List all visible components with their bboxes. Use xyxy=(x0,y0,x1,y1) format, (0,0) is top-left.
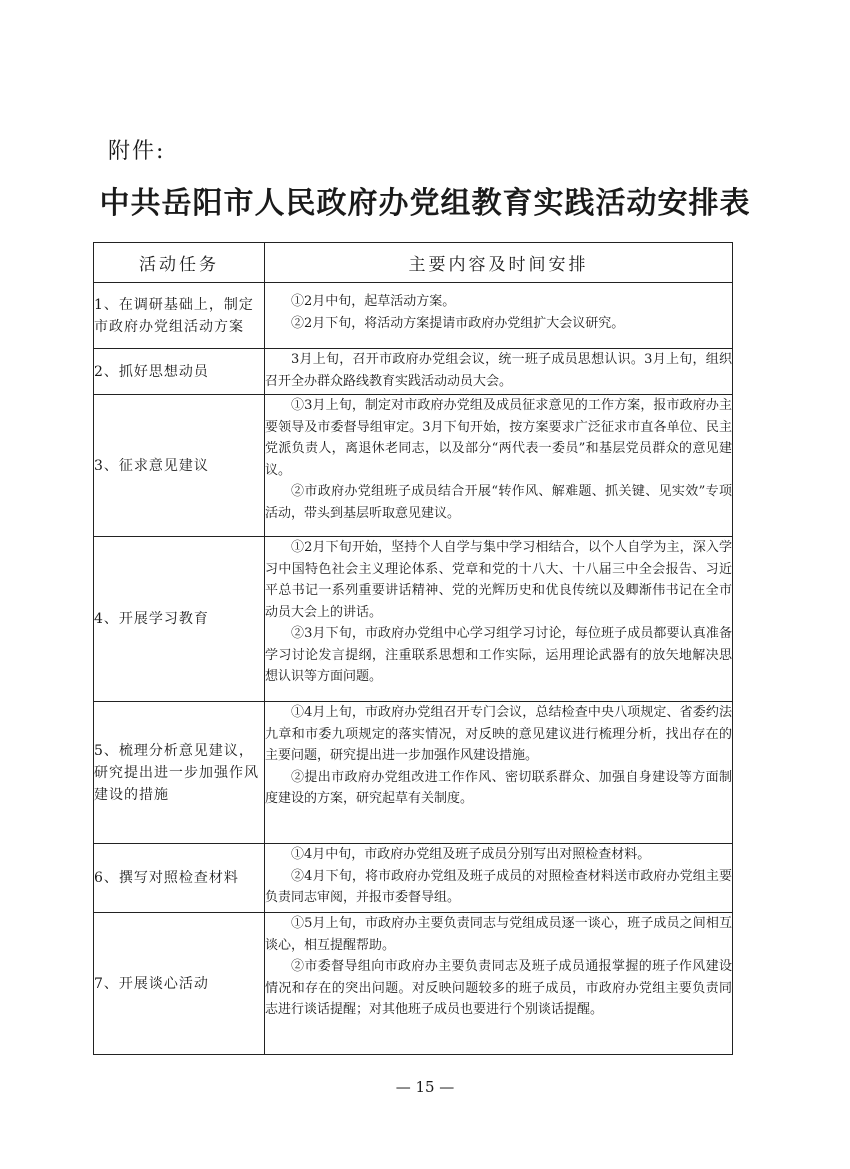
content-paragraph: ①2月中旬，起草活动方案。 xyxy=(291,294,456,309)
table-row xyxy=(94,702,733,844)
page-number: — 15 — xyxy=(395,1078,455,1096)
task-cell: 2、抓好思想动员 xyxy=(94,349,265,395)
attachment-label: 附件: xyxy=(108,139,166,164)
task-cell: 6、撰写对照检查材料 xyxy=(94,844,265,913)
content-paragraph: ②市政府办党组班子成员结合开展“转作风、解难题、抓关键、见实效”专项活动，带头到基层听取意见建议。 xyxy=(265,484,732,521)
task-cell: 7、开展谈心活动 xyxy=(94,913,265,1055)
content-cell xyxy=(265,349,733,395)
table-row xyxy=(94,537,733,702)
content-paragraph: 3月上旬，召开市政府办党组会议，统一班子成员思想认识。3月上旬，组织召开全办群众路线教育实践活动动员大会。 xyxy=(265,352,732,389)
content-cell xyxy=(265,844,733,913)
table-row xyxy=(94,844,733,913)
content-cell xyxy=(265,283,733,349)
table-row xyxy=(94,395,733,537)
task-cell: 4、开展学习教育 xyxy=(94,537,265,702)
content-paragraph: ①2月下旬开始，坚持个人自学与集中学习相结合，以个人自学为主，深入学习中国特色社会主义理论体系、党章和党的十八大、十八届三中全会报告、习近平总书记一系列重要讲话精神、党的光辉历史和优良传统以及卿渐伟书记在全市动员大会上的讲话。 xyxy=(265,540,732,620)
task-cell: 5、梳理分析意见建议，研究提出进一步加强作风建设的措施 xyxy=(94,702,265,844)
content-paragraph: ②3月下旬，市政府办党组中心学习组学习讨论，每位班子成员都要认真准备学习讨论发言提纲，注重联系思想和工作实际，运用理论武器有的放矢地解决思想认识等方面问题。 xyxy=(265,626,732,684)
content-cell xyxy=(265,395,733,537)
task-cell: 3、征求意见建议 xyxy=(94,395,265,537)
header-content: 主要内容及时间安排 xyxy=(265,243,733,283)
task-cell: 1、在调研基础上，制定市政府办党组活动方案 xyxy=(94,283,265,349)
content-paragraph: ②2月下旬，将活动方案提请市政府办党组扩大会议研究。 xyxy=(291,315,625,331)
content-cell xyxy=(265,702,733,844)
header-task: 活动任务 xyxy=(94,243,265,283)
content-cell xyxy=(265,913,733,1055)
table-row xyxy=(94,283,733,349)
content-paragraph: ②4月下旬，将市政府办党组及班子成员的对照检查材料送市政府办党组主要负责同志审阅，并报市委督导组。 xyxy=(265,868,732,905)
content-cell xyxy=(265,537,733,702)
content-paragraph: ①3月上旬，制定对市政府办党组及成员征求意见的工作方案，报市政府办主要领导及市委督导组审定。3月下旬开始，按方案要求广泛征求市直各单位、民主党派负责人，离退休老同志，以及部分“两代表一委员”和基层党员群众的意见建议。 xyxy=(265,398,732,478)
schedule-table xyxy=(93,242,733,1055)
table-row xyxy=(94,913,733,1055)
content-paragraph: ②提出市政府办党组改进工作作风、密切联系群众、加强自身建设等方面制度建设的方案，研究起草有关制度。 xyxy=(265,769,732,806)
content-paragraph: ②市委督导组向市政府办主要负责同志及班子成员通报掌握的班子作风建设情况和存在的突出问题。对反映问题较多的班子成员，市政府办党组主要负责同志进行谈话提醒；对其他班子成员也要进行个别谈话提醒。 xyxy=(265,959,732,1017)
content-paragraph: ①4月中旬，市政府办党组及班子成员分别写出对照检查材料。 xyxy=(291,847,651,862)
content-paragraph: ①4月上旬，市政府办党组召开专门会议，总结检查中央八项规定、省委约法九章和市委九项规定的落实情况，对反映的意见建议进行梳理分析，找出存在的主要问题，研究提出进一步加强作风建设措施。 xyxy=(265,705,732,763)
table-header-row xyxy=(94,243,733,283)
content-paragraph: ①5月上旬，市政府办主要负责同志与党组成员逐一谈心，班子成员之间相互谈心，相互提醒帮助。 xyxy=(265,916,732,953)
document-title: 中共岳阳市人民政府办党组教育实践活动安排表 xyxy=(99,186,751,221)
table-row xyxy=(94,349,733,395)
